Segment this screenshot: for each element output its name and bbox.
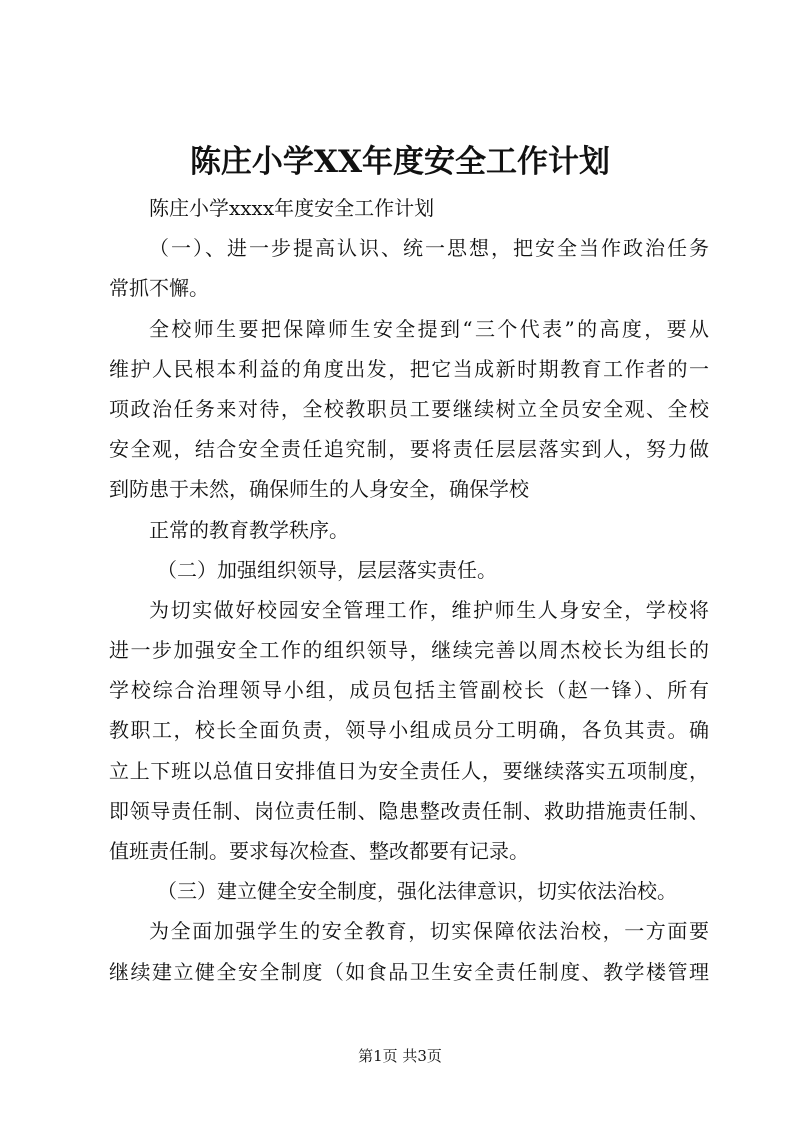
text-line: 到防患于未然，确保师生的人身安全，确保学校	[109, 477, 529, 502]
text-line: 为全面加强学生的安全教育，切实保障依法治校，一方面要	[149, 919, 709, 944]
text-line: （一）、进一步提高认识、统一思想，把安全当作政治任务	[149, 236, 709, 261]
text-line: （三）建立健全安全制度，强化法律意识，切实依法治校。	[157, 879, 677, 904]
text-line: 项政治任务来对待，全校教职员工要继续树立全员安全观、全校	[109, 396, 709, 421]
text-line: 正常的教育教学秩序。	[149, 517, 349, 542]
text-line: 教职工，校长全面负责，领导小组成员分工明确，各负其责。确	[109, 718, 709, 743]
text-line: （二）加强组织领导，层层落实责任。	[157, 557, 497, 582]
text-line: 为切实做好校园安全管理工作，维护师生人身安全，学校将	[149, 597, 709, 622]
document-body	[109, 188, 709, 992]
text-line: 即领导责任制、岗位责任制、隐患整改责任制、救助措施责任制、	[109, 798, 709, 823]
text-line: 维护人民根本利益的角度出发，把它当成新时期教育工作者的一	[109, 356, 709, 381]
text-line: 陈庄小学xxxx年度安全工作计划	[149, 196, 435, 220]
text-line: 安全观，结合安全责任追究制，要将责任层层落实到人，努力做	[109, 437, 709, 462]
text-line: 立上下班以总值日安排值日为安全责任人，要继续落实五项制度，	[109, 758, 709, 783]
page-footer: 第1页 共3页	[358, 1047, 442, 1065]
text-line: 值班责任制。要求每次检查、整改都要有记录。	[109, 839, 529, 863]
text-line: 全校师生要把保障师生安全提到“三个代表”的高度，要从	[149, 316, 709, 341]
text-line: 继续建立健全安全制度（如食品卫生安全责任制度、教学楼管理	[109, 959, 709, 984]
text-line: 进一步加强安全工作的组织领导，继续完善以周杰校长为组长的	[109, 638, 709, 663]
text-line: 常抓不懈。	[109, 276, 209, 301]
text-line: 学校综合治理领导小组，成员包括主管副校长（赵一锋）、所有	[109, 678, 709, 703]
page-title: 陈庄小学XX年度安全工作计划	[189, 144, 611, 180]
